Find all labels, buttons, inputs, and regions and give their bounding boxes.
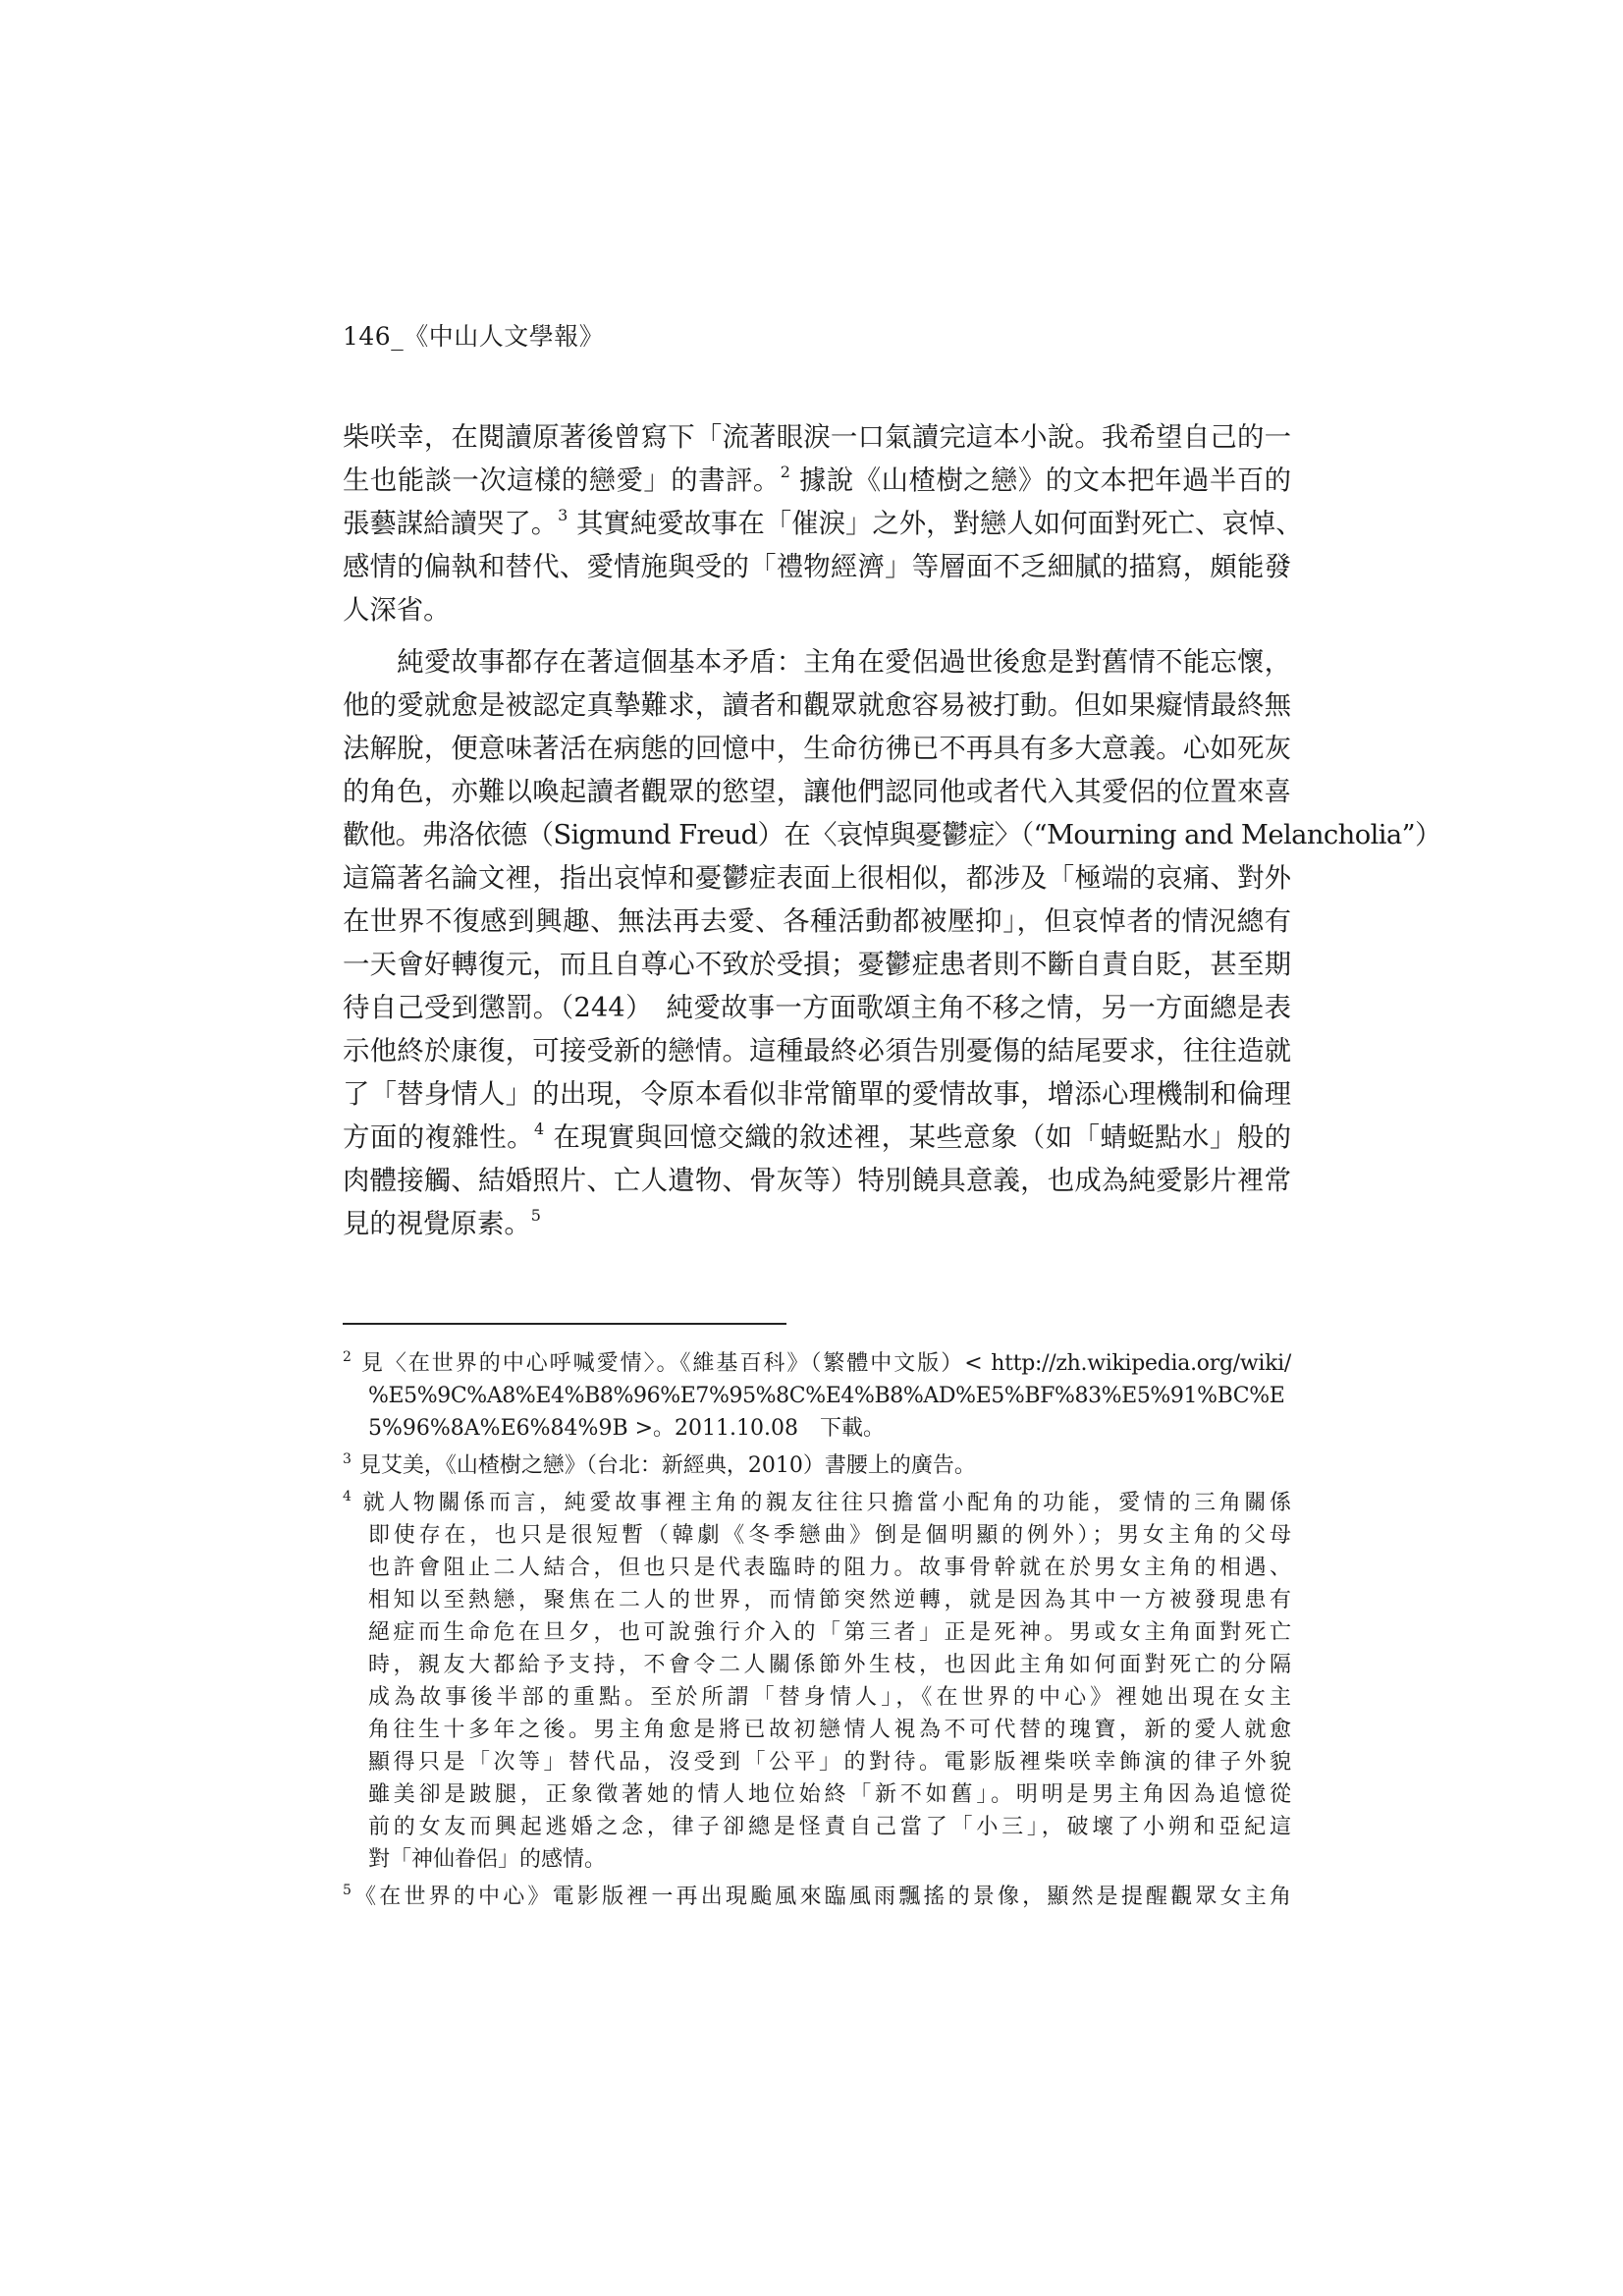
footnote-line: 雖美卻是跛腿，正象徵著她的情人地位始終「新不如舊」。明明是男主角因為追憶從	[368, 1782, 1291, 1807]
footnote-line	[343, 1487, 1291, 1519]
footnote-line: 角往生十多年之後。男主角愈是將已故初戀情人視為不可代替的瑰寶，新的愛人就愈	[368, 1718, 1291, 1742]
text-line: 柴咲幸，在閱讀原著後曾寫下「流著眼淚一口氣讀完這本小說。我希望自己的一	[343, 422, 1291, 453]
footnote-line: %E5%9C%A8%E4%B8%96%E7%95%8C%E4%B8%AD%E5%BF%83%E5%91%BC%E	[368, 1384, 1285, 1408]
text-line	[343, 1117, 1291, 1160]
footnote-line: 相知以至熱戀，聚焦在二人的世界，而情節突然逆轉，就是因為其中一方被發現患有	[368, 1588, 1291, 1613]
text-run: 方面的複雜性。	[343, 1122, 534, 1153]
footnote-line: 絕症而生命危在旦夕，也可說強行介入的「第三者」正是死神。男或女主角面對死亡	[368, 1620, 1291, 1645]
running-head: 146_《中山人文學報》	[343, 322, 605, 351]
footnote-number: 5	[343, 1883, 352, 1898]
footnote-line: 前的女友而興起逃婚之念，律子卻總是怪責自己當了「小三」，破壞了小朔和亞紀這	[368, 1815, 1291, 1839]
text-run: 見〈在世界的中心呼喊愛情〉。《維基百科》（繁體中文版）< http://zh.wikipedia.org/wiki/	[358, 1351, 1291, 1376]
text-line	[343, 460, 1291, 503]
text-line	[343, 503, 1303, 546]
text-run: 在現實與回憶交織的敘述裡，某些意象（如「蜻蜓點水」般的	[553, 1122, 1291, 1153]
text-run: 張藝謀給讀哭了。	[343, 509, 559, 539]
footnote-line: 也許會阻止二人結合，但也只是代表臨時的阻力。故事骨幹就在於男女主角的相遇、	[368, 1556, 1291, 1580]
text-line: 在世界不復感到興趣、無法再去愛、各種活動都被壓抑」，但哀悼者的情況總有	[343, 906, 1291, 937]
footnote-line: 顯得只是「次等」替代品，沒受到「公平」的對待。電影版裡柴咲幸飾演的律子外貌	[368, 1750, 1291, 1775]
text-line: 純愛故事都存在著這個基本矛盾：主角在愛侶過世後愈是對舊情不能忘懷，	[343, 647, 1291, 678]
text-line	[343, 1203, 1291, 1246]
text-line: 這篇著名論文裡，指出哀悼和憂鬱症表面上很相似，都涉及「極端的哀痛、對外	[343, 863, 1291, 894]
text-line: 感情的偏執和替代、愛情施與受的「禮物經濟」等層面不乏細膩的描寫，頗能發	[343, 552, 1291, 582]
footnote-ref: 3	[558, 506, 568, 524]
footnote-number: 2	[343, 1349, 352, 1365]
footnotes	[343, 1347, 1291, 1913]
footnote-line	[343, 1449, 1291, 1482]
text-run: 《在世界的中心》電影版裡一再出現颱風來臨風雨飄搖的景像，顯然是提醒觀眾女主角	[351, 1885, 1291, 1909]
text-line: 肉體接觸、結婚照片、亡人遺物、骨灰等）特別饒具意義，也成為純愛影片裡常	[343, 1166, 1291, 1196]
footnote-line: 5%96%8A%E6%84%9B >。2011.10.08 下載。	[368, 1416, 886, 1441]
text-run: 就人物關係而言，純愛故事裡主角的親友往往只擔當小配角的功能，愛情的三角關係	[358, 1491, 1291, 1515]
text-line: 示他終於康復，可接受新的戀情。這種最終必須告別憂傷的結尾要求，往往造就	[343, 1036, 1291, 1066]
text-run: 見的視覺原素。	[343, 1209, 531, 1239]
text-line: 了「替身情人」的出現，令原本看似非常簡單的愛情故事，增添心理機制和倫理	[343, 1079, 1291, 1110]
footnote-line: 成為故事後半部的重點。至於所謂「替身情人」，《在世界的中心》裡她出現在女主	[368, 1685, 1291, 1710]
footnote-ref: 4	[533, 1120, 545, 1138]
footnote-ref: 5	[530, 1206, 541, 1225]
text-line: 的角色，亦難以喚起讀者觀眾的慾望，讓他們認同他或者代入其愛侶的位置來喜	[343, 777, 1291, 807]
footnote-line: 時，親友大都給予支持，不會令二人關係節外生枝，也因此主角如何面對死亡的分隔	[368, 1653, 1291, 1677]
footnote-line: 即使存在，也只是很短暫（韓劇《冬季戀曲》倒是個明顯的例外）；男女主角的父母	[368, 1523, 1291, 1548]
text-run: 見艾美，《山楂樹之戀》（台北：新經典，2010）書腰上的廣告。	[358, 1453, 976, 1478]
text-line: 法解脫，便意味著活在病態的回憶中，生命彷彿已不再具有多大意義。心如死灰	[343, 734, 1291, 764]
text-line: 一天會好轉復元，而且自尊心不致於受損；憂鬱症患者則不斷自責自貶，甚至期	[343, 950, 1291, 980]
footnote-line: 對「神仙眷侶」的感情。	[368, 1847, 607, 1872]
footnote-line	[343, 1347, 1291, 1380]
text-run: 據說《山楂樹之戀》的文本把年過半百的	[799, 465, 1291, 496]
body-text	[343, 416, 1441, 1246]
text-line: 待自己受到懲罰。（244） 純愛故事一方面歌頌主角不移之情，另一方面總是表	[343, 993, 1291, 1023]
footnote-line	[343, 1881, 1291, 1913]
text-line: 歡他。弗洛依德（Sigmund Freud）在〈哀悼與憂鬱症〉（“Mourning and Melancholia”）	[343, 820, 1441, 850]
text-run: 生也能談一次這樣的戀愛」的書評。	[343, 465, 781, 496]
text-line: 他的愛就愈是被認定真摯難求，讀者和觀眾就愈容易被打動。但如果癡情最終無	[343, 690, 1291, 721]
text-run: 其實純愛故事在「催淚」之外，對戀人如何面對死亡、哀悼、	[576, 509, 1303, 539]
footnote-number: 3	[343, 1451, 352, 1467]
text-line: 人深省。	[343, 595, 451, 626]
footnote-rule	[343, 1323, 786, 1325]
footnote-ref: 2	[780, 463, 790, 481]
footnote-number: 4	[343, 1489, 352, 1504]
